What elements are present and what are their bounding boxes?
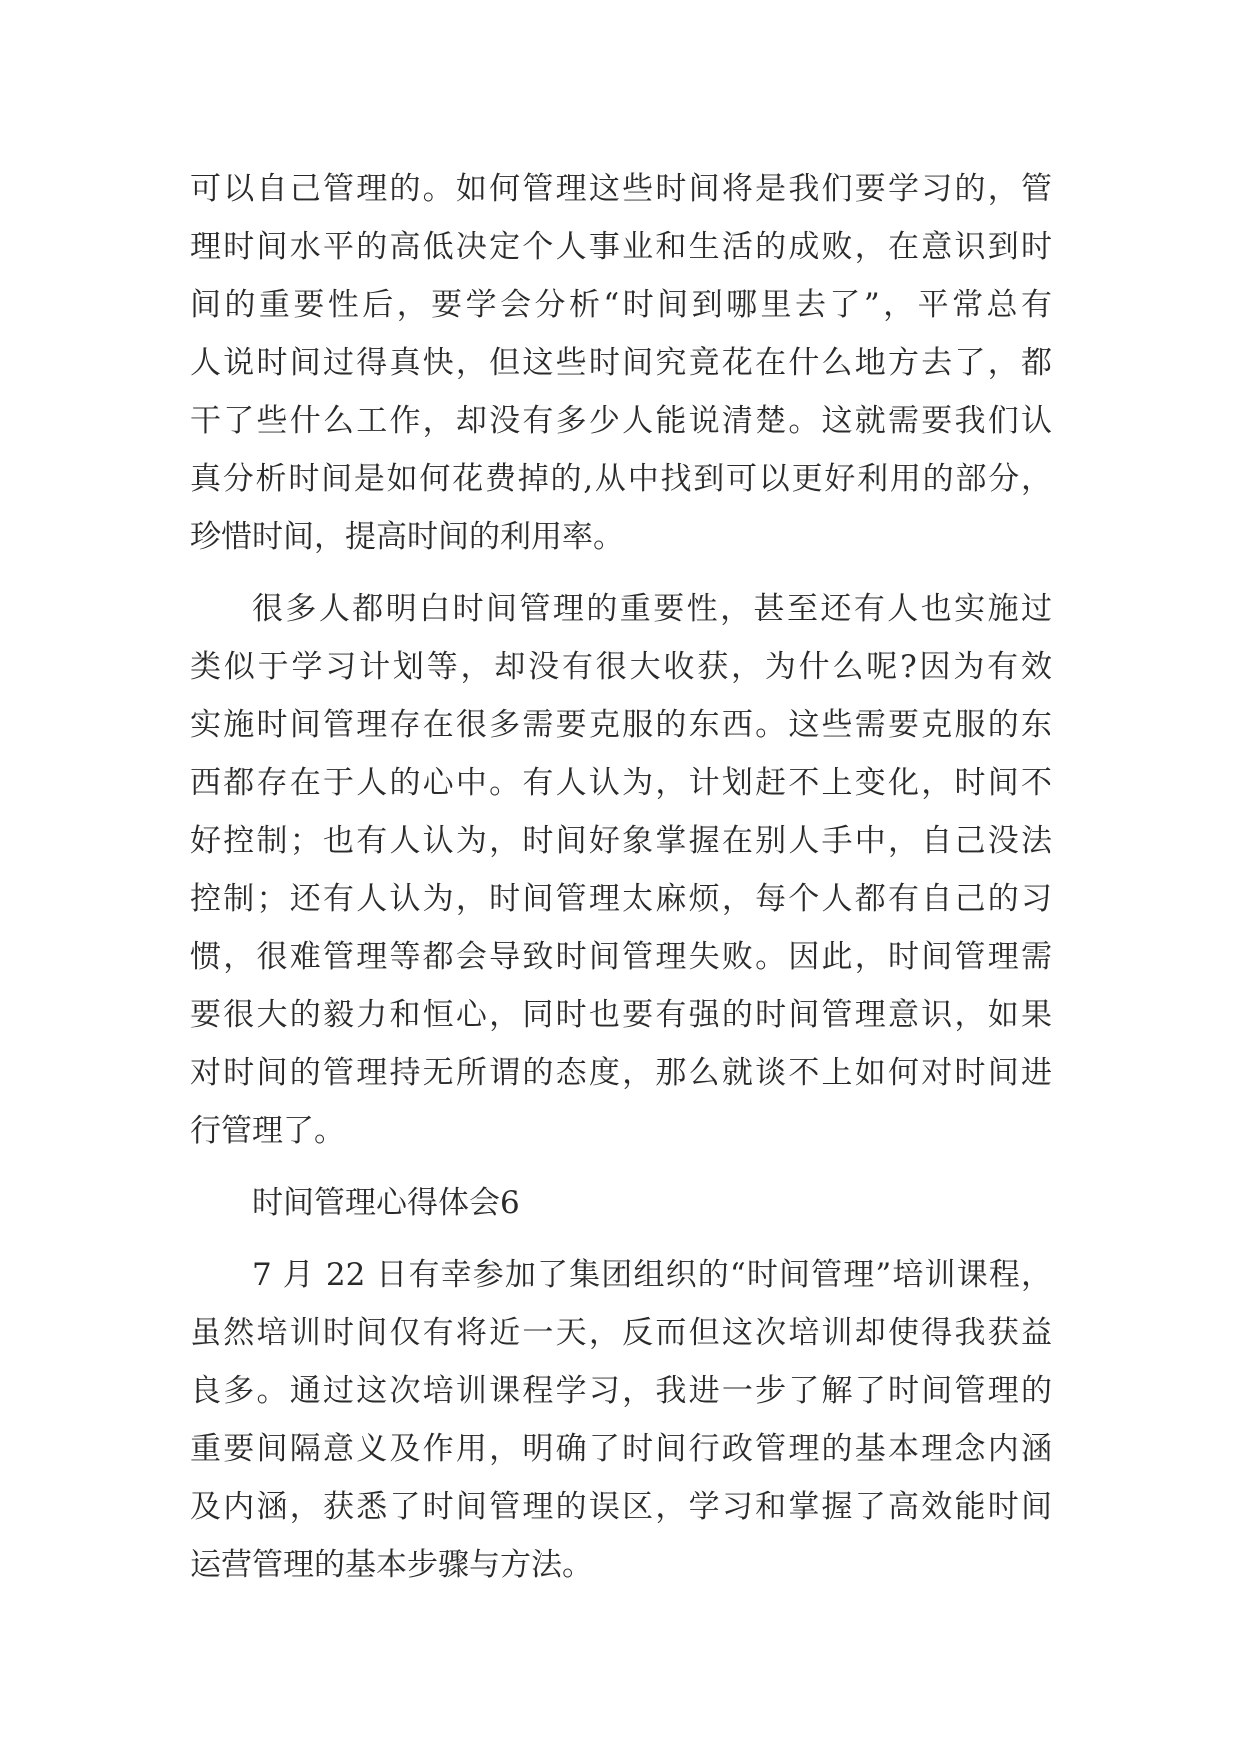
- text-line: 实施时间管理存在很多需要克服的东西。这些需要克服的东: [190, 707, 1052, 743]
- text-line: 类似于学习计划等，却没有很大收获，为什么呢?因为有效: [190, 649, 1052, 685]
- text-line: 控制；还有人认为，时间管理太麻烦，每个人都有自己的习: [190, 881, 1052, 917]
- text-line: 惯，很难管理等都会导致时间管理失败。因此，时间管理需: [190, 939, 1052, 975]
- text-line: 虽然培训时间仅有将近一天，反而但这次培训却使得我获益: [190, 1315, 1052, 1351]
- text-line: 对时间的管理持无所谓的态度，那么就谈不上如何对时间进: [190, 1055, 1052, 1091]
- text-line: 好控制；也有人认为，时间好象掌握在别人手中，自己没法: [190, 823, 1052, 859]
- text-line: 良多。通过这次培训课程学习，我进一步了解了时间管理的: [190, 1373, 1052, 1409]
- text-line: 干了些什么工作，却没有多少人能说清楚。这就需要我们认: [190, 403, 1052, 439]
- text-line: 重要间隔意义及作用，明确了时间行政管理的基本理念内涵: [190, 1431, 1052, 1467]
- document-body: [190, 160, 1052, 1594]
- text-line: 可以自己管理的。如何管理这些时间将是我们要学习的，管: [190, 171, 1052, 207]
- text-line: 人说时间过得真快，但这些时间究竟花在什么地方去了，都: [190, 345, 1052, 381]
- text-line: 及内涵，获悉了时间管理的误区，学习和掌握了高效能时间: [190, 1489, 1052, 1525]
- text-line: 理时间水平的高低决定个人事业和生活的成败，在意识到时: [190, 229, 1052, 265]
- text-line: 运营管理的基本步骤与方法。: [190, 1547, 593, 1583]
- text-line: 很多人都明白时间管理的重要性，甚至还有人也实施过: [252, 591, 1052, 627]
- text-line: 行管理了。: [190, 1113, 345, 1149]
- text-line: 间的重要性后，要学会分析“时间到哪里去了”，平常总有: [190, 287, 1052, 323]
- paragraph-1: [190, 160, 1052, 566]
- text-line: 珍惜时间，提高时间的利用率。: [190, 519, 624, 555]
- text-line: 真分析时间是如何花费掉的,从中找到可以更好利用的部分，: [190, 461, 1052, 497]
- paragraph-3: [190, 1246, 1052, 1594]
- section-heading: [190, 1174, 1052, 1232]
- text-line: 西都存在于人的心中。有人认为，计划赶不上变化，时间不: [190, 765, 1052, 801]
- paragraph-2: [190, 580, 1052, 1160]
- text-line: 7 月 22 日有幸参加了集团组织的“时间管理”培训课程，: [252, 1257, 1052, 1293]
- heading-text: 时间管理心得体会6: [252, 1185, 520, 1221]
- text-line: 要很大的毅力和恒心，同时也要有强的时间管理意识，如果: [190, 997, 1052, 1033]
